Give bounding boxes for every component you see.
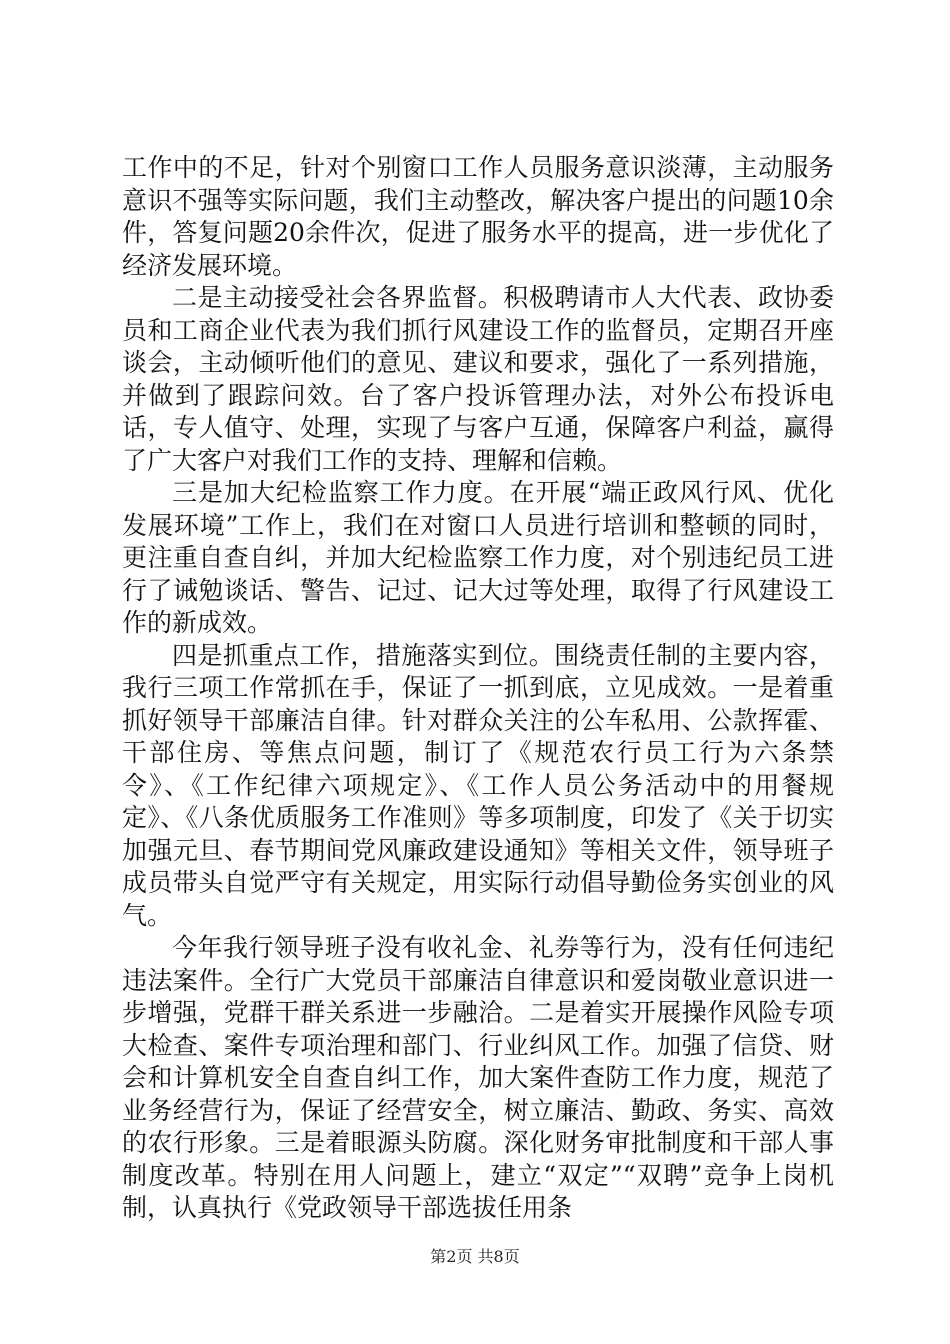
paragraph-supervision: 二是主动接受社会各界监督。积极聘请市人大代表、政协委员和工商企业代表为我们抓行风建设工作的监督员，定期召开座谈会，主动倾听他们的意见、建议和要求，强化了一系列措施，并做到了跟踪问效。台了客户投诉管理办法，对外公布投诉电话，专人值守、处理，实现了与客户互通，保障客户利益，赢得了广大客户对我们工作的支持、理解和信赖。 bbox=[122, 283, 834, 475]
document-body bbox=[122, 152, 834, 1225]
paragraph-this-year: 今年我行领导班子没有收礼金、礼券等行为，没有任何违纪违法案件。全行广大党员干部廉洁自律意识和爱岗敬业意识进一步增强，党群干群关系进一步融洽。二是着实开展操作风险专项大检查、案件专项治理和部门、行业纠风工作。加强了信贷、财会和计算机安全自查自纠工作，加大案件查防工作力度，规范了业务经营行为，保证了经营安全，树立廉洁、勤政、务实、高效的农行形象。三是着眼源头防腐。深化财务审批制度和干部人事制度改革。特别在用人问题上，建立“双定”“双聘”竞争上岗机制，认真执行《党政领导干部选拔任用条 bbox=[122, 933, 834, 1222]
paragraph-continuation: 工作中的不足，针对个别窗口工作人员服务意识淡薄，主动服务意识不强等实际问题，我们主动整改，解决客户提出的问题10余件，答复问题20余件次，促进了服务水平的提高，进一步优化了经济发展环境。 bbox=[122, 153, 834, 280]
paragraph-discipline-inspection: 三是加大纪检监察工作力度。在开展“端正政风行风、优化发展环境”工作上，我们在对窗口人员进行培训和整顿的同时，更注重自查自纠，并加大纪检监察工作力度，对个别违纪员工进行了诫勉谈话、警告、记过、记大过等处理，取得了行风建设工作的新成效。 bbox=[122, 478, 834, 637]
paragraph-key-work: 四是抓重点工作，措施落实到位。围绕责任制的主要内容，我行三项工作常抓在手，保证了一抓到底，立见成效。一是着重抓好领导干部廉洁自律。针对群众关注的公车私用、公款挥霍、干部住房、等焦点问题，制订了《规范农行员工行为六条禁令》、《工作纪律六项规定》、《工作人员公务活动中的用餐规定》、《八条优质服务工作准则》等多项制度，印发了《关于切实加强元旦、春节期间党风廉政建设通知》等相关文件，领导班子成员带头自觉严守有关规定，用实际行动倡导勤俭务实创业的风气。 bbox=[122, 640, 834, 930]
page-number-footer: 第2页 共8页 bbox=[430, 1247, 520, 1266]
